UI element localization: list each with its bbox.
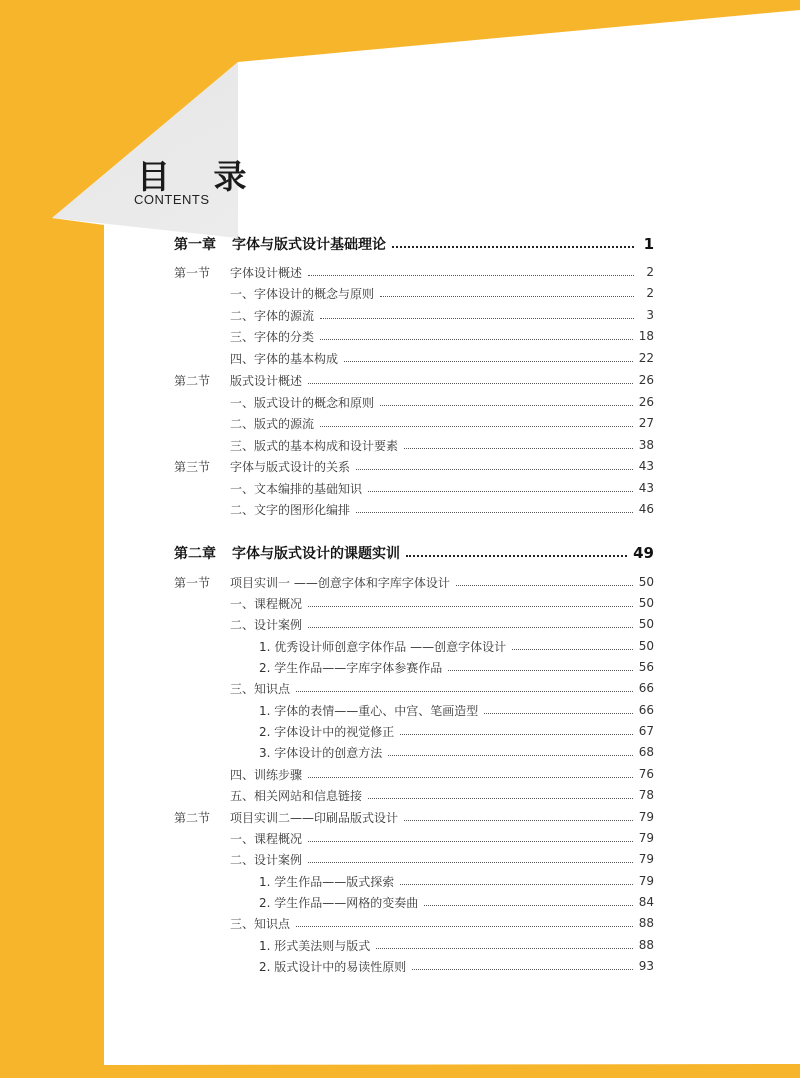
dot-leader bbox=[320, 318, 634, 319]
toc-entry-leader bbox=[230, 958, 639, 975]
toc-entry-page-number: 50 bbox=[638, 596, 654, 610]
page-subtitle: CONTENTS bbox=[134, 192, 210, 207]
toc-entry-page-number: 46 bbox=[638, 502, 654, 516]
toc-entry-page-number: 93 bbox=[638, 959, 654, 973]
dot-leader bbox=[448, 670, 632, 671]
dot-leader bbox=[320, 339, 633, 340]
toc-entry-page-number: 50 bbox=[638, 639, 654, 653]
dot-leader bbox=[404, 820, 633, 821]
toc-entry-page-number: 2 bbox=[646, 265, 654, 279]
toc-entry[interactable] bbox=[174, 785, 654, 805]
toc-entry-page-number: 18 bbox=[638, 329, 654, 343]
toc-entry-page-number: 22 bbox=[638, 351, 654, 365]
dot-leader bbox=[296, 926, 633, 927]
dot-leader bbox=[404, 448, 633, 449]
toc-entry-page-number: 79 bbox=[638, 810, 654, 824]
dot-leader bbox=[344, 361, 633, 362]
toc-entry-title: 三、知识点 bbox=[230, 916, 291, 931]
toc-entry[interactable] bbox=[174, 636, 654, 656]
toc-entry-page-number: 79 bbox=[638, 831, 654, 845]
dot-leader bbox=[308, 627, 633, 628]
toc-entry[interactable] bbox=[174, 262, 654, 282]
toc-entry[interactable] bbox=[174, 572, 654, 592]
toc-entry-title: 字体与版式设计的关系 bbox=[230, 459, 351, 474]
toc-entry-title: 项目实训一 ——创意字体和字库字体设计 bbox=[230, 575, 450, 590]
toc-entry-page-number: 66 bbox=[638, 703, 654, 717]
toc-entry-leader bbox=[230, 328, 639, 345]
toc-entry-title: 二、字体的源流 bbox=[230, 308, 315, 323]
toc-entry[interactable] bbox=[174, 678, 654, 698]
toc-entry-title: 三、字体的分类 bbox=[230, 329, 315, 344]
toc-entry[interactable] bbox=[174, 871, 654, 891]
toc-entry-title: 四、训练步骤 bbox=[230, 767, 303, 782]
toc-entry[interactable] bbox=[174, 370, 654, 390]
toc-entry-leader bbox=[230, 394, 639, 411]
toc-entry-page-number: 3 bbox=[646, 308, 654, 322]
toc-entry[interactable] bbox=[174, 392, 654, 412]
dot-leader bbox=[380, 405, 633, 406]
toc-entry-leader bbox=[230, 350, 639, 367]
dot-leader bbox=[424, 905, 632, 906]
toc-entry-label: 第三节 bbox=[174, 459, 211, 474]
toc-entry[interactable] bbox=[174, 435, 654, 455]
toc-chapter-entry[interactable] bbox=[174, 541, 654, 565]
toc-entry-title: 1. 字体的表情——重心、中宫、笔画造型 bbox=[259, 703, 479, 718]
dot-leader bbox=[368, 491, 633, 492]
toc-entry-label: 第二章 bbox=[174, 546, 216, 562]
dot-leader bbox=[308, 777, 633, 778]
dot-leader bbox=[484, 713, 632, 714]
toc-entry[interactable] bbox=[174, 935, 654, 955]
toc-entry-page-number: 43 bbox=[638, 481, 654, 495]
dot-leader bbox=[456, 585, 633, 586]
toc-entry[interactable] bbox=[174, 657, 654, 677]
toc-entry-page-number: 27 bbox=[638, 416, 654, 430]
toc-entry-page-number: 56 bbox=[638, 660, 654, 674]
dot-leader bbox=[308, 862, 633, 863]
toc-entry-page-number: 88 bbox=[638, 916, 654, 930]
toc-entry-page-number: 26 bbox=[638, 373, 654, 387]
toc-entry-leader bbox=[230, 873, 639, 890]
toc-entry-page-number: 79 bbox=[638, 852, 654, 866]
toc-entry[interactable] bbox=[174, 849, 654, 869]
toc-entry-leader bbox=[230, 616, 639, 633]
toc-entry-leader bbox=[230, 723, 639, 740]
toc-entry-title: 3. 字体设计的创意方法 bbox=[259, 745, 383, 760]
toc-entry-label: 第一节 bbox=[174, 575, 211, 590]
toc-entry-title: 二、设计案例 bbox=[230, 852, 303, 867]
dot-leader bbox=[356, 512, 633, 513]
toc-entry-label: 第二节 bbox=[174, 373, 211, 388]
toc-entry-leader bbox=[230, 415, 639, 432]
toc-entry-leader bbox=[230, 574, 639, 591]
toc-entry-page-number: 26 bbox=[638, 395, 654, 409]
toc-entry-title: 1. 形式美法则与版式 bbox=[259, 938, 371, 953]
toc-entry-label: 第一章 bbox=[174, 237, 216, 253]
toc-entry-leader bbox=[230, 638, 639, 655]
toc-entry[interactable] bbox=[174, 764, 654, 784]
toc-entry-page-number: 78 bbox=[638, 788, 654, 802]
dot-leader bbox=[356, 469, 633, 470]
toc-entry-title: 三、版式的基本构成和设计要素 bbox=[230, 438, 399, 453]
dot-leader bbox=[296, 691, 633, 692]
toc-entry-title: 字体设计概述 bbox=[230, 265, 303, 280]
toc-entry-title: 2. 版式设计中的易读性原则 bbox=[259, 959, 407, 974]
toc-entry-leader bbox=[230, 766, 639, 783]
toc-entry-title: 一、课程概况 bbox=[230, 831, 303, 846]
toc-entry-title: 版式设计概述 bbox=[230, 373, 303, 388]
toc-entry-page-number: 67 bbox=[638, 724, 654, 738]
toc-entry-title: 一、版式设计的概念和原则 bbox=[230, 395, 375, 410]
toc-entry[interactable] bbox=[174, 956, 654, 976]
toc-entry-page-number: 43 bbox=[638, 459, 654, 473]
toc-entry[interactable] bbox=[174, 700, 654, 720]
toc-entry[interactable] bbox=[174, 413, 654, 433]
toc-entry[interactable] bbox=[174, 742, 654, 762]
dot-leader bbox=[388, 755, 632, 756]
toc-entry-leader bbox=[230, 702, 639, 719]
dot-leader bbox=[400, 734, 632, 735]
toc-entry-title: 字体与版式设计的课题实训 bbox=[232, 546, 400, 562]
dot-leader bbox=[406, 555, 627, 557]
toc-entry[interactable] bbox=[174, 892, 654, 912]
toc-entry[interactable] bbox=[174, 721, 654, 741]
toc-entry-title: 项目实训二——印刷品版式设计 bbox=[230, 810, 399, 825]
dot-leader bbox=[412, 969, 632, 970]
toc-entry-page-number: 38 bbox=[638, 438, 654, 452]
toc-entry[interactable] bbox=[174, 807, 654, 827]
toc-entry-title: 二、设计案例 bbox=[230, 617, 303, 632]
toc-entry-title: 1. 学生作品——版式探索 bbox=[259, 874, 395, 889]
toc-chapter-entry[interactable] bbox=[174, 232, 654, 256]
toc-entry-title: 一、文本编排的基础知识 bbox=[230, 481, 363, 496]
toc-entry-page-number: 2 bbox=[646, 286, 654, 300]
dot-leader bbox=[380, 296, 634, 297]
toc-entry[interactable] bbox=[174, 913, 654, 933]
toc-entry[interactable] bbox=[174, 283, 654, 303]
toc-entry-leader bbox=[230, 480, 639, 497]
toc-entry[interactable] bbox=[174, 326, 654, 346]
toc-entry-page-number: 50 bbox=[638, 575, 654, 589]
dot-leader bbox=[308, 606, 633, 607]
toc-entry-page-number: 84 bbox=[638, 895, 654, 909]
toc-entry-title: 一、字体设计的概念与原则 bbox=[230, 286, 375, 301]
toc-entry-leader bbox=[230, 437, 639, 454]
toc-entry-page-number: 49 bbox=[633, 544, 654, 562]
toc-entry-leader bbox=[232, 543, 633, 563]
toc-entry-title: 二、文字的图形化编排 bbox=[230, 502, 351, 517]
toc-entry-leader bbox=[230, 744, 639, 761]
toc-entry-label: 第二节 bbox=[174, 810, 211, 825]
toc-entry-label: 第一节 bbox=[174, 265, 211, 280]
toc-entry-page-number: 50 bbox=[638, 617, 654, 631]
dot-leader bbox=[376, 948, 632, 949]
toc-entry[interactable] bbox=[174, 499, 654, 519]
toc-entry-title: 2. 字体设计中的视觉修正 bbox=[259, 724, 395, 739]
dot-leader bbox=[400, 884, 632, 885]
dot-leader bbox=[308, 275, 634, 276]
dot-leader bbox=[308, 383, 633, 384]
toc-entry-leader bbox=[230, 307, 640, 324]
toc-entry-page-number: 79 bbox=[638, 874, 654, 888]
toc-entry-title: 一、课程概况 bbox=[230, 596, 303, 611]
page-title: 目 录 bbox=[137, 157, 263, 196]
toc-entry[interactable] bbox=[174, 348, 654, 368]
dot-leader bbox=[392, 246, 634, 248]
toc-entry-leader bbox=[230, 830, 639, 847]
toc-entry-leader bbox=[230, 372, 639, 389]
dot-leader bbox=[308, 841, 633, 842]
toc-entry-page-number: 66 bbox=[638, 681, 654, 695]
toc-entry-page-number: 1 bbox=[643, 235, 654, 253]
toc-entry-leader bbox=[230, 851, 639, 868]
toc-entry-title: 1. 优秀设计师创意字体作品 ——创意字体设计 bbox=[259, 639, 507, 654]
toc-entry-title: 字体与版式设计基础理论 bbox=[232, 237, 386, 253]
toc-entry-leader bbox=[230, 458, 639, 475]
dot-leader bbox=[512, 649, 633, 650]
toc-entry-page-number: 76 bbox=[638, 767, 654, 781]
toc-entry-leader bbox=[230, 894, 639, 911]
toc-entry-leader bbox=[230, 787, 639, 804]
toc-entry[interactable] bbox=[174, 593, 654, 613]
toc-entry-leader bbox=[230, 501, 639, 518]
dot-leader bbox=[368, 798, 633, 799]
dot-leader bbox=[320, 426, 633, 427]
toc-entry-title: 四、字体的基本构成 bbox=[230, 351, 339, 366]
toc-entry-title: 二、版式的源流 bbox=[230, 416, 315, 431]
toc-entry-leader bbox=[230, 680, 639, 697]
toc-entry[interactable] bbox=[174, 456, 654, 476]
toc-entry-leader bbox=[230, 659, 639, 676]
toc-entry-leader bbox=[230, 595, 639, 612]
toc-entry-page-number: 88 bbox=[638, 938, 654, 952]
toc-entry-title: 2. 学生作品——网格的变奏曲 bbox=[259, 895, 419, 910]
toc-entry-title: 2. 学生作品——字库字体参赛作品 bbox=[259, 660, 443, 675]
toc-entry-leader bbox=[230, 937, 639, 954]
toc-entry[interactable] bbox=[174, 305, 654, 325]
toc-entry-leader bbox=[230, 285, 640, 302]
toc-entry-page-number: 68 bbox=[638, 745, 654, 759]
toc-entry-leader bbox=[230, 809, 639, 826]
toc-entry-leader bbox=[232, 234, 640, 254]
toc-entry[interactable] bbox=[174, 614, 654, 634]
toc-entry-title: 三、知识点 bbox=[230, 681, 291, 696]
toc-entry-title: 五、相关网站和信息链接 bbox=[230, 788, 363, 803]
toc-entry-leader bbox=[230, 915, 639, 932]
toc-entry[interactable] bbox=[174, 478, 654, 498]
toc-entry[interactable] bbox=[174, 828, 654, 848]
toc-entry-leader bbox=[230, 264, 640, 281]
